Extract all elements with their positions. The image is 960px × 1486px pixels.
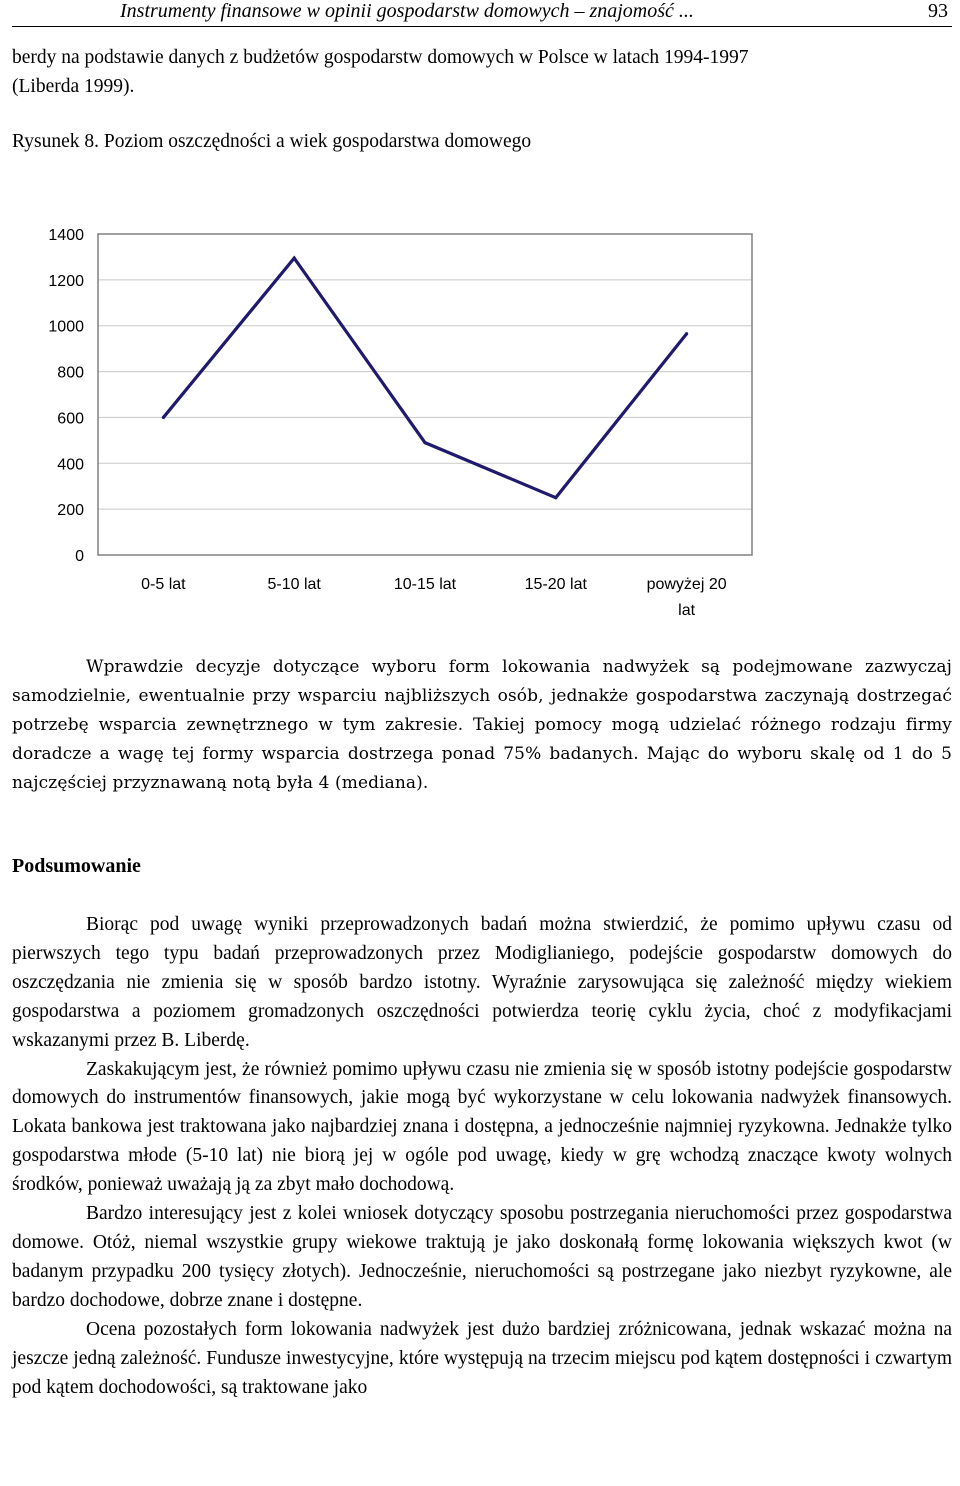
x-tick-label: 15-20 lat — [524, 576, 587, 593]
y-tick-label: 600 — [57, 410, 84, 428]
summary-paragraph-1: Biorąc pod uwagę wyniki przeprowadzonych badań można stwierdzić, że pomimo upływu czasu od pierwszych tego typu badań przeprowadzonych przez Modiglianiego, podejście gospodarstw domowych do oszczędzania nie zmienia się w sposób bardzo istotny. Wyraźnie zarysowująca się zależność między wiekiem gospodarstwa a poziomem gromadzonych oszczędności potwierdza teorię cyklu życia, choć z modyfikacjami wskazanymi przez B. Liberdę. — [12, 914, 952, 1051]
y-tick-label: 400 — [57, 456, 84, 474]
y-tick-label: 0 — [75, 548, 84, 565]
section-heading: Podsumowanie — [12, 855, 141, 877]
x-tick-label: 5-10 lat — [267, 576, 321, 593]
paragraph-after-chart — [12, 653, 952, 798]
running-header — [12, 0, 952, 27]
y-tick-label: 1000 — [48, 318, 84, 336]
intro-line: berdy na podstawie danych z budżetów gospodarstw domowych w Polsce w latach 1994-1997 — [12, 47, 749, 68]
y-tick-label: 1200 — [48, 272, 84, 290]
summary-paragraph-2: Zaskakującym jest, że również pomimo upływu czasu nie zmienia się w sposób istotny podejście gospodarstw domowych do instrumentów finansowych, jakie mogą być wykorzystane w celu lokowania nadwyżek finansowych. Lokata bankowa jest traktowana jako najbardziej znana i dostępna, a jednocześnie najmniej ryzykowna. Jednakże tylko gospodarstwa młode (5-10 lat) nie biorą jej w ogóle pod uwagę, kiedy w grę wchodzą znaczące kwoty wolnych środków, ponieważ uważają ją za zbyt mało dochodową. — [12, 1058, 952, 1196]
body-paragraph: Wprawdzie decyzje dotyczące wyboru form lokowania nadwyżek są podejmowane zazwyczaj samodzielnie, ewentualnie przy wsparciu najbliższych osób, jednakże gospodarstwa zaczynają dostrzegać potrzebę wsparcia zewnętrznego w tym zakresie. Takiej pomocy mogą udzielać różnego rodzaju firmy doradcze a wagę tej formy wsparcia dostrzega ponad 75% badanych. Mając do wyboru skalę od 1 do 5 najczęściej przyznawaną notą była 4 (mediana). — [12, 657, 952, 793]
y-tick-label: 200 — [57, 502, 84, 520]
y-tick-label: 800 — [57, 364, 84, 382]
running-header-title: Instrumenty finansowe w opinii gospodarstw domowych – znajomość ... — [120, 0, 694, 22]
summary-section — [12, 911, 952, 1402]
summary-paragraph-4: Ocena pozostałych form lokowania nadwyżek jest dużo bardziej zróżnicowana, jednak wskazać można na jeszcze jedną zależność. Fundusze inwestycyjne, które występują na trzecim miejscu pod kątem dostępności i czwartym pod kątem dochodowości, są traktowane jako — [12, 1318, 952, 1398]
plot-area-frame — [98, 234, 752, 555]
data-point — [423, 441, 426, 444]
figure-caption: Rysunek 8. Poziom oszczędności a wiek gospodarstwa domowego — [12, 131, 532, 152]
x-tick-label: powyżej 20 lat — [646, 576, 727, 619]
summary-paragraph-3: Bardzo interesujący jest z kolei wniosek dotyczący sposobu postrzegania nieruchomości przez gospodarstwa domowe. Otóż, niemal wszystkie grupy wiekowe traktują je jako doskonałą formę lokowania większych kwot (w badanym przypadku 200 tysięcy złotych). Jednocześnie, nieruchomości są postrzegane jako niezbyt ryzykowne, ale bardzo dochodowe, dobrze znane i dostępne. — [12, 1203, 952, 1311]
data-point — [554, 496, 557, 499]
data-point — [162, 416, 165, 419]
y-axis-ticks — [48, 227, 84, 565]
intro-paragraph — [12, 43, 952, 101]
chart-gridlines — [98, 280, 752, 509]
x-axis-ticks — [141, 576, 727, 619]
series-line — [163, 258, 686, 498]
data-point — [685, 332, 688, 335]
x-tick-label: 10-15 lat — [393, 576, 457, 593]
x-tick-label: 0-5 lat — [141, 576, 186, 593]
line-chart — [0, 210, 960, 630]
page-number: 93 — [928, 0, 948, 22]
intro-line: (Liberda 1999). — [12, 76, 135, 97]
data-point — [293, 256, 296, 259]
y-tick-label: 1400 — [48, 227, 84, 244]
